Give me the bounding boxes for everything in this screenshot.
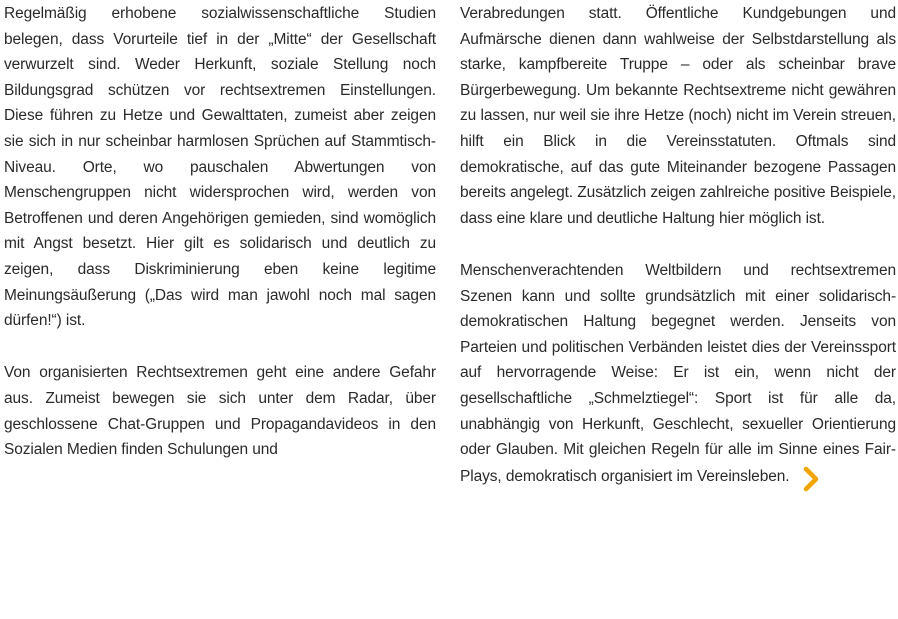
paragraph-sport-melting-pot — [460, 257, 896, 491]
paragraph-sport-text: Menschenverachtenden Weltbildern und rechtsextremen Szenen kann und sollte grundsätzlich mit einer solidarisch-demokratischen Haltung begegnet werden. Jenseits von Parteien und politischen Verbänden leistet dies der Vereinssport auf hervorragende Weise: Er ist ein, wenn nicht der gesellschaftliche „Schmelztiegel“: Sport ist für alle da, unabhängig von Herkunft, Geschlecht, sexueller Orientierung oder Glauben. Mit gleichen Regeln für alle im Sinne eines Fair-Plays, demokratisch organisiert im Vereinsleben. — [460, 261, 896, 485]
article-left-column — [4, 0, 436, 463]
paragraph-appointments: Verabredungen statt. Öffentliche Kundgebungen und Aufmärsche dienen dann wahlweise der Selbstdarstellung als starke, kampfbereite Truppe – oder als scheinbar brave Bürgerbewegung. Um bekannte Rechtsextreme nicht gewähren zu lassen, nur weil sie ihre Hetze (noch) nicht im Verein streuen, hilft ein Blick in die Vereinsstatuten. Oftmals sind demokratische, auf das gute Miteinander bezogene Passagen bereits angelegt. Zusätzlich zeigen zahlreiche positive Beispiele, dass eine klare und deutliche Haltung hier möglich ist. — [460, 5, 896, 227]
paragraph-prejudice: Regelmäßig erhobene sozialwissenschaftliche Studien belegen, dass Vorurteile tief in der „Mitte“ der Gesellschaft verwurzelt sind. Weder Herkunft, soziale Stellung noch Bildungsgrad schützen vor rechtsextremen Einstellungen. Diese führen zu Hetze und Gewalttaten, zumeist aber zeigen sie sich in nur scheinbar harmlosen Sprüchen auf Stammtisch-Niveau. Orte, wo pauschalen Abwertungen von Menschengruppen nicht widersprochen wird, werden von Betroffenen und deren Angehörigen gemieden, sind womöglich mit Angst besetzt. Hier gilt es solidarisch und deutlich zu zeigen, dass Diskriminierung eben keine legitime Meinungsäußerung („Das wird man jawohl noch mal sagen dürfen!“) ist. — [4, 5, 436, 330]
chevron-right-icon[interactable] — [799, 465, 823, 493]
article-right-column — [460, 0, 896, 491]
paragraph-organized-extremists: Von organisierten Rechtsextremen geht eine andere Gefahr aus. Zumeist bewegen sie sich unter dem Radar, über geschlossene Chat-Gruppen und Propagandavideos in den Sozialen Medien finden Schulungen und — [4, 364, 436, 459]
